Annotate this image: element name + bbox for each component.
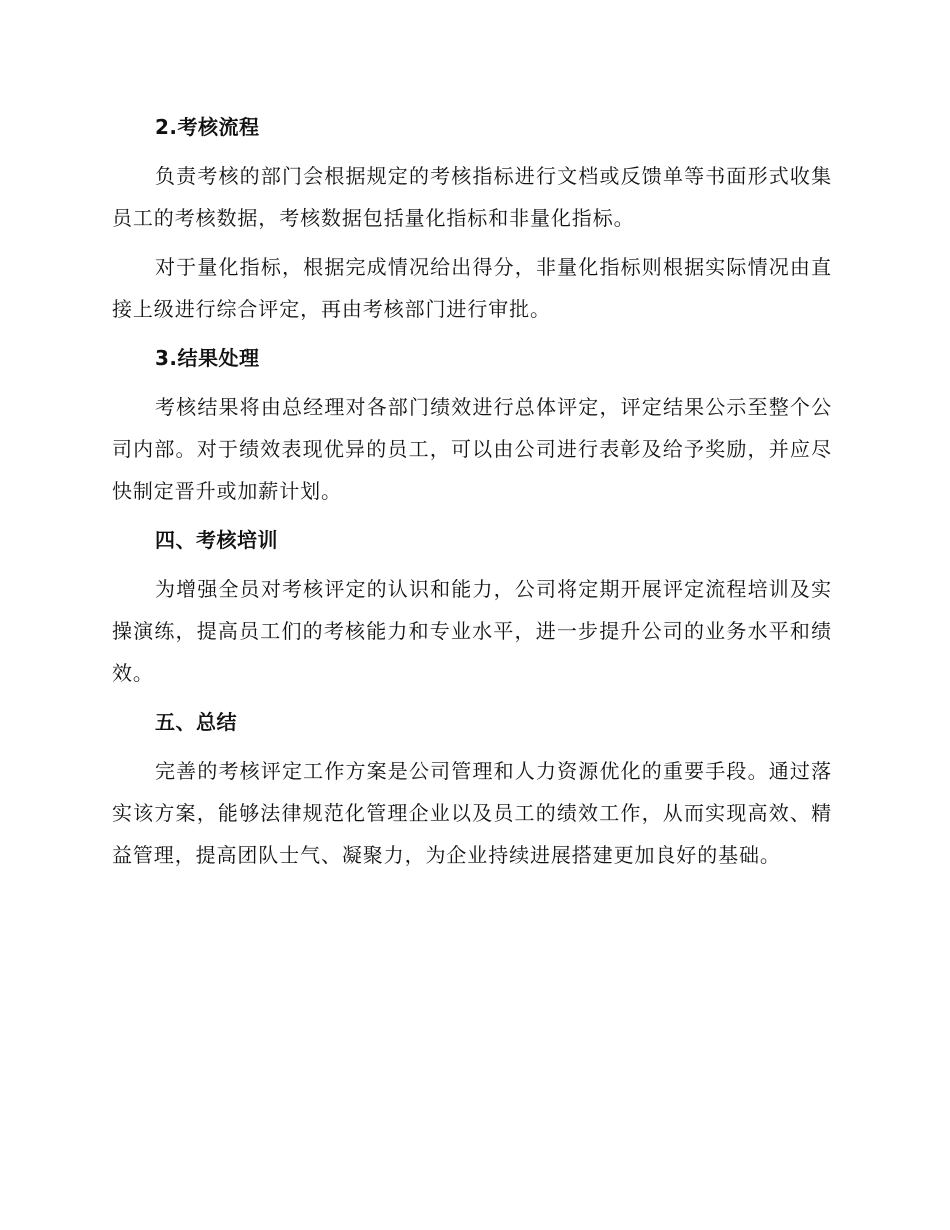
section-heading-results: 3.结果处理: [155, 346, 260, 370]
section-heading-process: 2.考核流程: [155, 115, 260, 139]
paragraph-summary: 完善的考核评定工作方案是公司管理和人力资源优化的重要手段。通过落实该方案，能够法律规范化管理企业以及员工的绩效工作，从而实现高效、精益管理，提高团队士气、凝聚力，为企业持续进展搭建更加良好的基础。: [112, 759, 832, 867]
paragraph-process-collection: 负责考核的部门会根据规定的考核指标进行文档或反馈单等书面形式收集员工的考核数据，考核数据包括量化指标和非量化指标。: [112, 164, 832, 230]
section-heading-training: 四、考核培训: [155, 528, 278, 552]
paragraph-training: 为增强全员对考核评定的认识和能力，公司将定期开展评定流程培训及实操演练，提高员工们的考核能力和专业水平，进一步提升公司的业务水平和绩效。: [112, 577, 832, 685]
section-heading-summary: 五、总结: [155, 710, 237, 734]
paragraph-process-scoring: 对于量化指标，根据完成情况给出得分，非量化指标则根据实际情况由直接上级进行综合评定，再由考核部门进行审批。: [112, 255, 832, 321]
paragraph-results: 考核结果将由总经理对各部门绩效进行总体评定，评定结果公示至整个公司内部。对于绩效表现优异的员工，可以由公司进行表彰及给予奖励，并应尽快制定晋升或加薪计划。: [112, 395, 832, 503]
document-body: [112, 106, 832, 883]
